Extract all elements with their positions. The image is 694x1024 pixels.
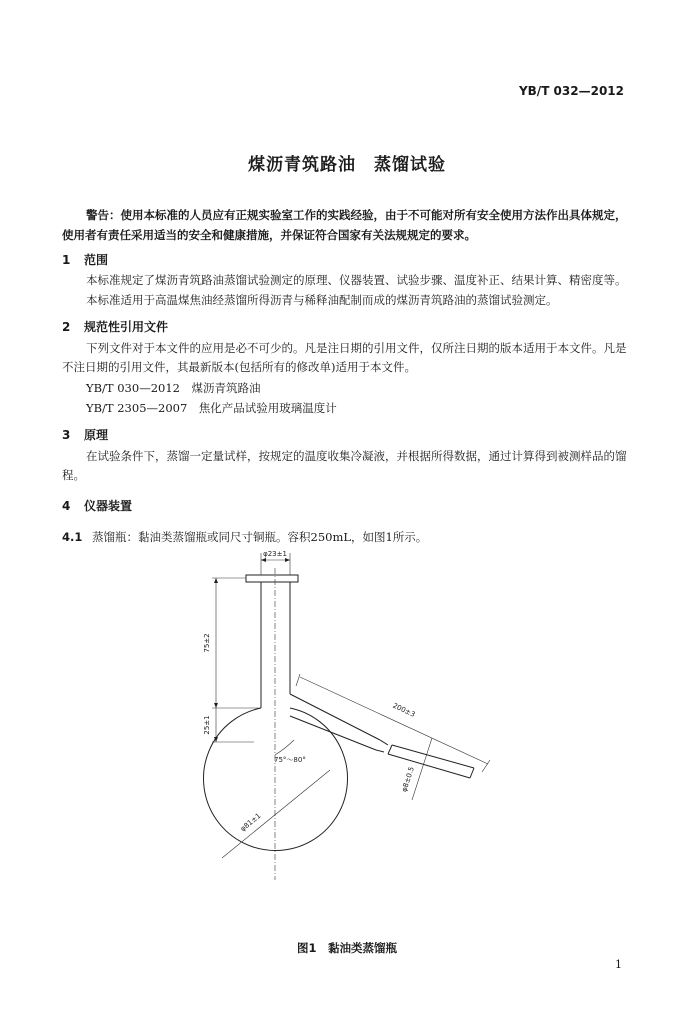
standard-number: YB/T 032—2012 [518,84,624,98]
section-3-heading [62,426,108,443]
section-3-number: 3 [62,428,71,442]
page-number: 1 [615,958,622,971]
section-3-paragraph-1: 在试验条件下，蒸馏一定量试样，按规定的温度收集冷凝液，并根据所得数据，通过计算得到被测样品的馏程。 [62,449,627,482]
flask-bulb [203,708,347,851]
section-1-title: 范围 [84,253,109,267]
arrow-neck-left [261,558,266,562]
side-tube-upper-wall [290,694,380,740]
figure-caption: 图1 黏油类蒸馏瓶 [296,941,397,955]
side-tube-lower-wall [290,716,376,750]
label-side-tube-length: 200±3 [391,701,417,719]
section-1-heading [62,251,108,268]
extension-tube-end [470,768,474,778]
section-2-heading [62,318,168,335]
label-angle: 75°～80° [274,756,306,764]
arrow-height-top [214,578,218,583]
arrow-neck-right [285,558,290,562]
extension-tube-upper [392,745,474,768]
label-lower-height: 25±1 [203,715,211,735]
section-1-paragraph-1: 本标准规定了煤沥青筑路油蒸馏试验测定的原理、仪器装置、试验步骤、温度补正、结果计算、精密度等。 [86,273,627,287]
reference-1: YB/T 030—2012 煤沥青筑路油 [86,381,261,395]
section-2-number: 2 [62,320,71,334]
side-tube-taper [376,740,388,752]
reference-2: YB/T 2305—2007 焦化产品试验用玻璃温度计 [86,401,337,415]
label-neck-height: 75±2 [203,633,211,653]
section-2-title: 规范性引用文件 [84,320,169,334]
label-tube-diameter: φ8±0.5 [400,765,416,794]
item-4-1-number: 4.1 [62,530,83,544]
warning-paragraph: 警告：使用本标准的人员应有正规实验室工作的实践经验，由于不可能对所有安全使用方法作出具体规定，使用者有责任采用适当的安全和健康措施，并保证符合国家有关法规规定的要求。 [62,208,627,242]
flask-diagram [0,540,694,935]
extension-tube-lower [388,754,470,778]
section-2-paragraph-1: 下列文件对于本文件的应用是必不可少的。凡是注日期的引用文件，仅所注日期的版本适用于本文件。凡是不注日期的引用文件，其最新版本(包括所有的修改单)适用于本文件。 [62,341,627,374]
section-1-number: 1 [62,253,71,267]
neck-flange [246,575,298,582]
tube-length-dim-line [300,677,488,764]
section-4-number: 4 [62,499,71,513]
bulb-diameter-dim-line [222,770,330,858]
extension-tube-start [388,745,392,754]
document-title: 煤沥青筑路油 蒸馏试验 [248,155,446,175]
item-4-1-text: 蒸馏瓶：黏油类蒸馏瓶或同尺寸铜瓶。容积250mL，如图1所示。 [92,530,428,544]
angle-arc [275,740,294,755]
arrow-height-bottom [214,703,218,708]
label-bulb-diameter: φ81±1 [238,811,263,834]
section-3-title: 原理 [84,428,109,442]
section-1-paragraph-2: 本标准适用于高温煤焦油经蒸馏所得沥青与稀释油配制而成的煤沥青筑路油的蒸馏试验测定。 [86,293,558,307]
tube-length-ext-start [296,674,300,686]
section-4-heading [62,497,132,514]
section-4-title: 仪器装置 [84,499,133,513]
label-neck-diameter: φ23±1 [263,550,287,558]
